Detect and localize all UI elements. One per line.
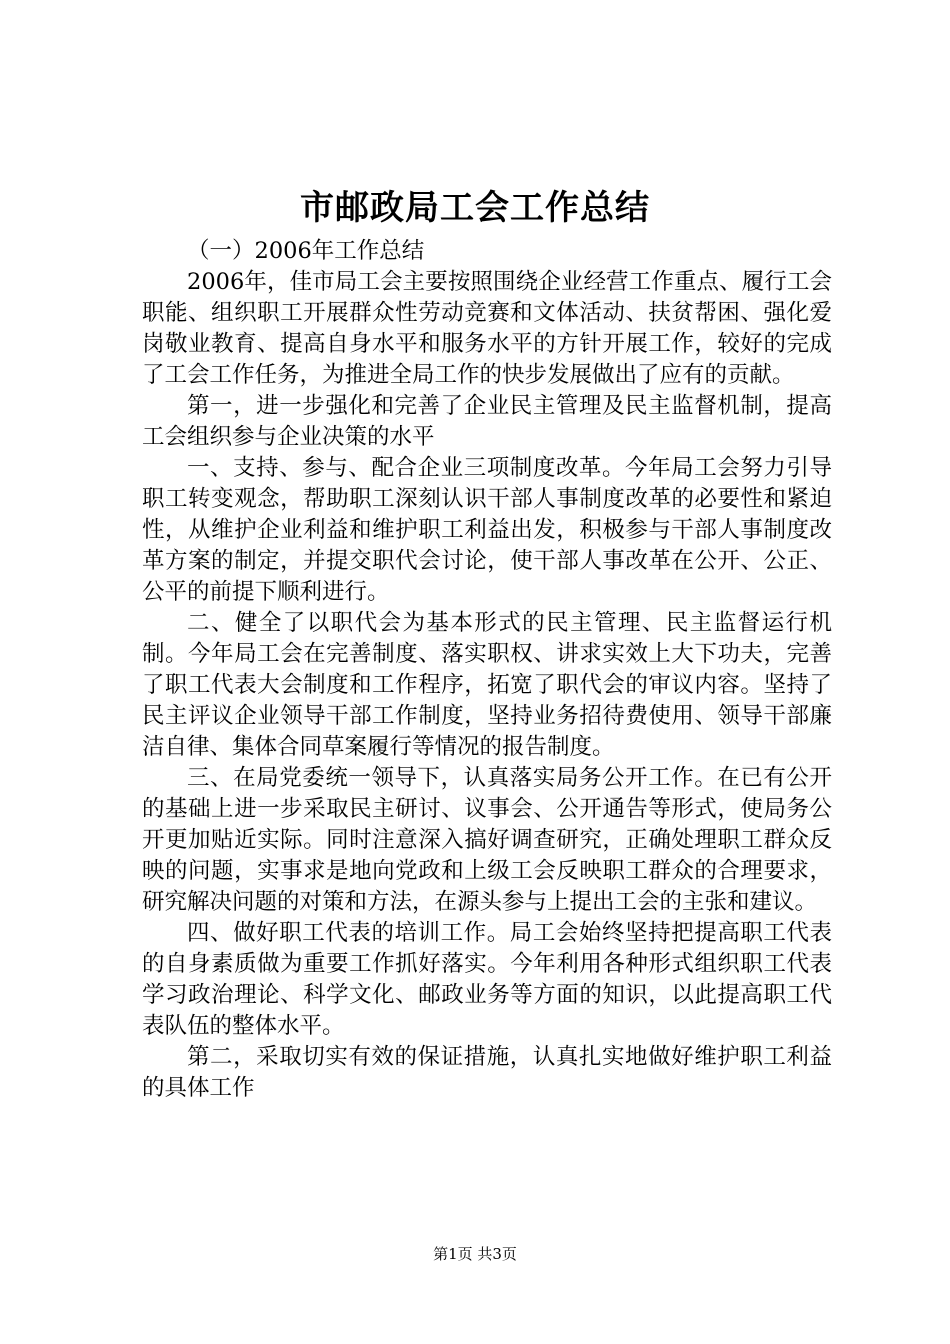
body-paragraph: 三、在局党委统一领导下，认真落实局务公开工作。在已有公开的基础上进一步采取民主研讨、议事会、公开通告等形式，使局务公开更加贴近实际。同时注意深入搞好调查研究，正确处理职工群众反映的问题，实事求是地向党政和上级工会反映职工群众的合理要求，研究解决问题的对策和方法，在源头参与上提出工会的主张和建议。 — [142, 765, 832, 915]
document-title: 市邮政局工会工作总结 — [300, 188, 650, 228]
body-paragraph: 二、健全了以职代会为基本形式的民主管理、民主监督运行机制。今年局工会在完善制度、落实职权、讲求实效上大下功夫，完善了职工代表大会制度和工作程序，拓宽了职代会的审议内容。坚持了民主评议企业领导干部工作制度，坚持业务招待费使用、领导干部廉洁自律、集体合同草案履行等情况的报告制度。 — [142, 610, 832, 760]
page-number-footer: 第1页 共3页 — [433, 1245, 517, 1263]
section-heading: 第一，进一步强化和完善了企业民主管理及民主监督机制，提高工会组织参与企业决策的水平 — [142, 393, 832, 450]
body-paragraph: 四、做好职工代表的培训工作。局工会始终坚持把提高职工代表的自身素质做为重要工作抓好落实。今年利用各种形式组织职工代表学习政治理论、科学文化、邮政业务等方面的知识，以此提高职工代表队伍的整体水平。 — [142, 920, 832, 1039]
body-paragraph: 2006年，佳市局工会主要按照围绕企业经营工作重点、履行工会职能、组织职工开展群众性劳动竞赛和文体活动、扶贫帮困、强化爱岗敬业教育、提高自身水平和服务水平的方针开展工作，较好的完成了工会工作任务，为推进全局工作的快步发展做出了应有的贡献。 — [142, 269, 832, 388]
section-heading: 第二，采取切实有效的保证措施，认真扎实地做好维护职工利益的具体工作 — [142, 1044, 832, 1101]
document-body — [142, 236, 832, 1104]
body-paragraph: 一、支持、参与、配合企业三项制度改革。今年局工会努力引导职工转变观念，帮助职工深刻认识干部人事制度改革的必要性和紧迫性，从维护企业利益和维护职工利益出发，积极参与干部人事制度改革方案的制定，并提交职代会讨论，使干部人事改革在公开、公正、公平的前提下顺利进行。 — [142, 455, 832, 605]
section-heading: （一）2006年工作总结 — [187, 238, 425, 264]
